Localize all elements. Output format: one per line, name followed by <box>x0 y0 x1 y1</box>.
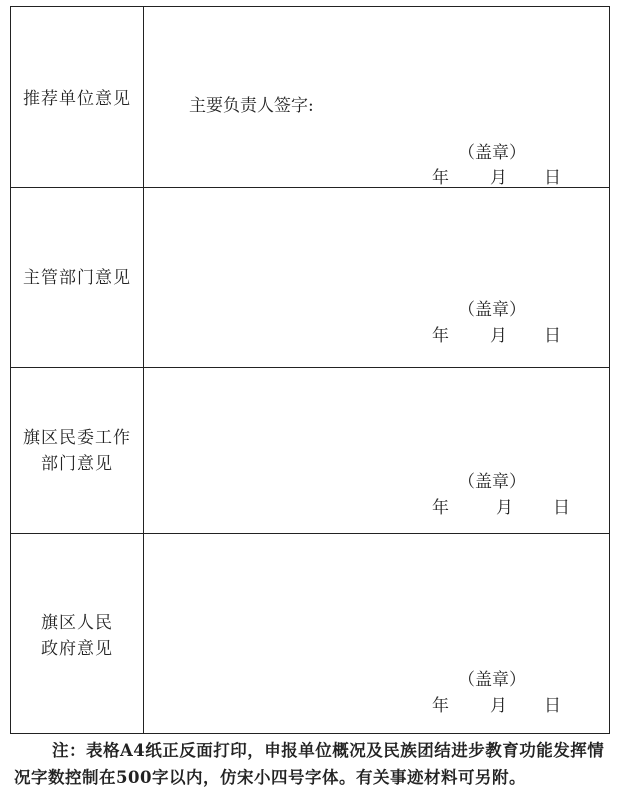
row-label-peoples-government <box>11 610 143 662</box>
date-month: 月 <box>490 326 507 346</box>
row-divider <box>11 533 609 534</box>
row-label-recommending-unit <box>11 86 143 112</box>
signer-label: 主要负责人签字: <box>189 96 314 116</box>
date-day: 日 <box>544 696 561 716</box>
label-line: 政府意见 <box>41 639 113 659</box>
label-line: 推荐单位意见 <box>23 89 131 109</box>
column-divider <box>143 7 144 733</box>
date-month: 月 <box>496 498 513 518</box>
row-divider <box>11 367 609 368</box>
opinion-form-table <box>10 6 610 734</box>
seal-label: （盖章） <box>458 670 526 690</box>
label-line: 主管部门意见 <box>23 268 131 288</box>
date-day: 日 <box>544 326 561 346</box>
date-year: 年 <box>432 168 449 188</box>
seal-label: （盖章） <box>458 472 526 492</box>
seal-label: （盖章） <box>458 143 526 163</box>
label-line: 部门意见 <box>41 454 113 474</box>
date-year: 年 <box>432 326 449 346</box>
footnote <box>14 737 618 791</box>
date-day: 日 <box>553 498 570 518</box>
date-year: 年 <box>432 696 449 716</box>
date-day: 日 <box>544 168 561 188</box>
seal-label: （盖章） <box>458 300 526 320</box>
label-line: 旗区人民 <box>41 613 113 633</box>
label-line: 旗区民委工作 <box>23 428 131 448</box>
date-year: 年 <box>432 498 449 518</box>
row-divider <box>11 187 609 188</box>
row-label-supervising-dept <box>11 265 143 291</box>
footnote-text: 注：表格A4纸正反面打印，申报单位概况及民族团结进步教育功能发挥情况字数控制在500字以内，仿宋小四号字体。有关事迹材料可另附。 <box>14 741 605 787</box>
date-month: 月 <box>490 696 507 716</box>
row-label-ethnic-affairs-dept <box>11 425 143 477</box>
date-month: 月 <box>490 168 507 188</box>
